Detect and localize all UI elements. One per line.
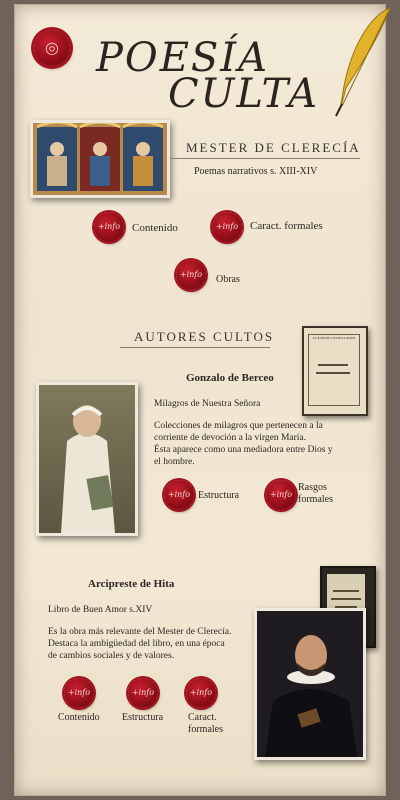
book-label: CLÁSICOS CASTELLANOS [312, 336, 356, 340]
button-label: formales [298, 494, 333, 505]
contenido-button[interactable] [94, 212, 194, 246]
info-seal-icon: +info [212, 212, 242, 242]
obras-button[interactable] [176, 260, 266, 294]
estructura-button[interactable] [164, 480, 259, 514]
mester-subtitle: Poemas narrativos s. XIII-XIV [194, 166, 318, 177]
caract-formales-button[interactable] [212, 212, 352, 246]
manuscript-illustration [30, 120, 170, 198]
author-name: Gonzalo de Berceo [186, 372, 274, 384]
rasgos-formales-button[interactable] [266, 480, 358, 514]
button-label: Estructura [198, 490, 240, 501]
button-label: Contenido [58, 712, 100, 723]
caract-formales-button-hita[interactable] [184, 678, 238, 738]
button-label: Contenido [132, 222, 178, 234]
work-title: Libro de Buen Amor s.XIV [48, 605, 153, 615]
work-description-line: Ésta aparece como una mediadora entre Dios y [154, 445, 333, 455]
quill-icon [330, 6, 394, 118]
arcipreste-portrait [254, 608, 366, 760]
button-label: Obras [216, 274, 240, 285]
work-title: Milagros de Nuestra Señora [154, 399, 261, 409]
info-seal-icon: +info [94, 212, 124, 242]
estructura-button-hita[interactable] [122, 678, 174, 724]
info-seal-icon: +info [186, 678, 216, 708]
button-label: Caract. formales [250, 220, 323, 232]
button-label: Rasgos [298, 482, 327, 493]
info-seal-icon: +info [176, 260, 206, 290]
info-seal-icon: +info [266, 480, 296, 510]
button-label: Estructura [122, 712, 164, 723]
page-title-line2: CULTA [168, 71, 319, 117]
work-description-line: el hombre. [154, 457, 195, 467]
button-label: formales [188, 724, 223, 735]
work-description-line: Colecciones de milagros que pertenecen a la [154, 421, 323, 431]
work-description-line: Destaca la ambigüedad del libro, en una época [48, 639, 225, 649]
section-heading-mester: MESTER DE CLERECÍA [186, 140, 361, 155]
book-cover-image [302, 326, 368, 416]
info-seal-icon: +info [64, 678, 94, 708]
button-label: Caract. [188, 712, 217, 723]
wax-seal-icon: ◎ [34, 30, 70, 66]
info-seal-icon: +info [128, 678, 158, 708]
work-description-line: de cambios sociales y de valores. [48, 651, 175, 661]
contenido-button-hita[interactable] [56, 678, 106, 724]
divider [120, 347, 270, 348]
info-seal-icon: +info [164, 480, 194, 510]
berceo-portrait [36, 382, 138, 536]
author-name: Arcipreste de Hita [88, 578, 175, 590]
work-description-line: corriente de devoción a la virgen María. [154, 433, 307, 443]
work-description-line: Es la obra más relevante del Mester de Clerecía. [48, 627, 232, 637]
section-heading-autores: AUTORES CULTOS [134, 329, 275, 344]
divider [170, 158, 360, 159]
page-title-line1: POESÍA [96, 35, 269, 81]
